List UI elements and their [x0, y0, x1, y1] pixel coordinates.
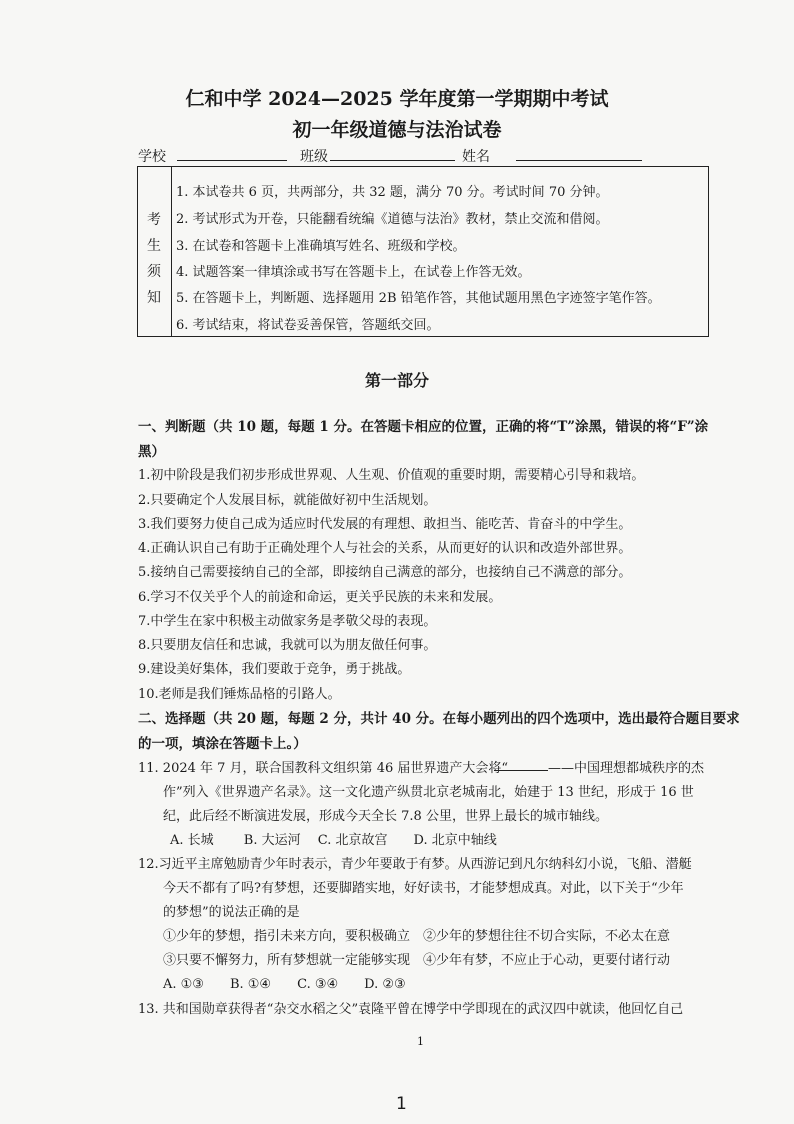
notice-label-char: 须 [147, 264, 161, 280]
name-field[interactable] [516, 160, 642, 161]
q11-stem: 11. 2024 年 7 月，联合国教科文组织第 46 届世界遗产大会将“ [138, 761, 509, 776]
tf-question: 1.初中阶段是我们初步形成世界观、人生观、价值观的重要时期，需要精心引导和栽培。 [138, 468, 645, 483]
tf-question: 8.只要朋友信任和忠诚，我就可以为朋友做任何事。 [138, 638, 437, 653]
class-field[interactable] [330, 160, 455, 161]
tf-question: 7.中学生在家中积极主动做家务是孝敬父母的表现。 [138, 614, 437, 629]
q12-statement: ①少年的梦想，指引未来方向，要积极确立 ②少年的梦想往往不切合实际，不必太在意 [163, 929, 671, 944]
notice-item: 2. 考试形式为开卷，只能翻看统编《道德与法治》教材，禁止交流和借阅。 [176, 212, 609, 227]
q11-stem-cont: 作”列入《世界遗产名录》。这一文化遗产纵贯北京老城南北，始建于 13 世纪，形成于 16 世 [163, 785, 694, 800]
page-number-small: 1 [417, 1035, 424, 1048]
tf-question: 10.老师是我们锤炼品格的引路人。 [138, 687, 341, 702]
notice-item: 3. 在试卷和答题卡上准确填写姓名、班级和学校。 [176, 239, 466, 254]
tf-question: 4.正确认识自己有助于正确处理个人与社会的关系，从而更好的认识和改造外部世界。 [138, 541, 632, 556]
notice-label-char: 生 [147, 238, 161, 254]
section1-heading: 一、判断题（共 10 题，每题 1 分。在答题卡相应的位置，正确的将“T”涂黑，错误的将“F”涂 [138, 419, 709, 435]
exam-title: 仁和中学 2024—2025 学年度第一学期期中考试 [185, 88, 609, 110]
tf-question: 2.只要确定个人发展目标，就能做好初中生活规划。 [138, 493, 437, 508]
notice-item: 1. 本试卷共 6 页，共两部分，共 32 题，满分 70 分。考试时间 70 分钟。 [176, 185, 609, 200]
notice-item: 6. 考试结束，将试卷妥善保管，答题纸交回。 [176, 318, 440, 333]
section2-heading-cont: 的一项，填涂在答题卡上。） [138, 736, 307, 752]
tf-question: 9.建设美好集体，我们要敢于竞争，勇于挑战。 [138, 662, 411, 677]
exam-subtitle: 初一年级道德与法治试卷 [292, 119, 502, 141]
name-label: 姓名 [462, 149, 490, 165]
class-label: 班级 [300, 149, 328, 165]
school-field[interactable] [177, 160, 287, 161]
notice-label-char: 知 [147, 290, 161, 306]
notice-label-char: 考 [147, 212, 161, 228]
q11-options: A. 长城 B. 大运河 C. 北京故宫 D. 北京中轴线 [170, 833, 497, 848]
tf-question: 3.我们要努力使自己成为适应时代发展的有理想、敢担当、能吃苦、肯奋斗的中学生。 [138, 517, 632, 532]
q12-stem-cont: 今天不都有了吗?有梦想，还要脚踏实地，好好读书，才能梦想成真。对此，以下关于“少年 [163, 881, 684, 896]
q12-stem: 12.习近平主席勉励青少年时表示，青少年要敢于有梦。从西游记到凡尔纳科幻小说，飞船、潜艇 [138, 857, 692, 872]
q12-stem-cont: 的梦想”的说法正确的是 [163, 905, 300, 920]
section2-heading: 二、选择题（共 20 题，每题 2 分，共计 40 分。在每小题列出的四个选项中，选出最符合题目要求 [138, 711, 740, 727]
notice-item: 4. 试题答案一律填涂或书写在答题卡上，在试卷上作答无效。 [176, 265, 531, 280]
tf-question: 5.接纳自己需要接纳自己的全部，即接纳自己满意的部分，也接纳自己不满意的部分。 [138, 565, 632, 580]
q11-stem-cont: 纪，此后经不断演进发展，形成今天全长 7.8 公里，世界上最长的城市轴线。 [163, 809, 608, 824]
q12-statement: ③只要不懈努力，所有梦想就一定能够实现 ④少年有梦，不应止于心动，更要付诸行动 [163, 953, 671, 968]
school-label: 学校 [138, 149, 166, 165]
exam-notice-box [137, 166, 709, 337]
q12-options: A. ①③ B. ①④ C. ③④ D. ②③ [163, 977, 406, 992]
page-number: 1 [396, 1094, 407, 1114]
notice-label [138, 167, 172, 336]
q13-stem: 13. 共和国勋章获得者“杂交水稻之父”袁隆平曾在博学中学即现在的武汉四中就读，他回忆自己 [138, 1002, 684, 1017]
part-title: 第一部分 [364, 371, 429, 390]
tf-question: 6.学习不仅关乎个人的前途和命运，更关乎民族的未来和发展。 [138, 590, 502, 605]
q11-blank [494, 770, 548, 771]
notice-item: 5. 在答题卡上，判断题、选择题用 2B 铅笔作答，其他试题用黑色字迹签字笔作答。 [176, 291, 661, 306]
q11-stem-cont: ——中国理想都城秩序的杰 [548, 761, 705, 776]
section1-heading-cont: 黑） [138, 444, 165, 460]
